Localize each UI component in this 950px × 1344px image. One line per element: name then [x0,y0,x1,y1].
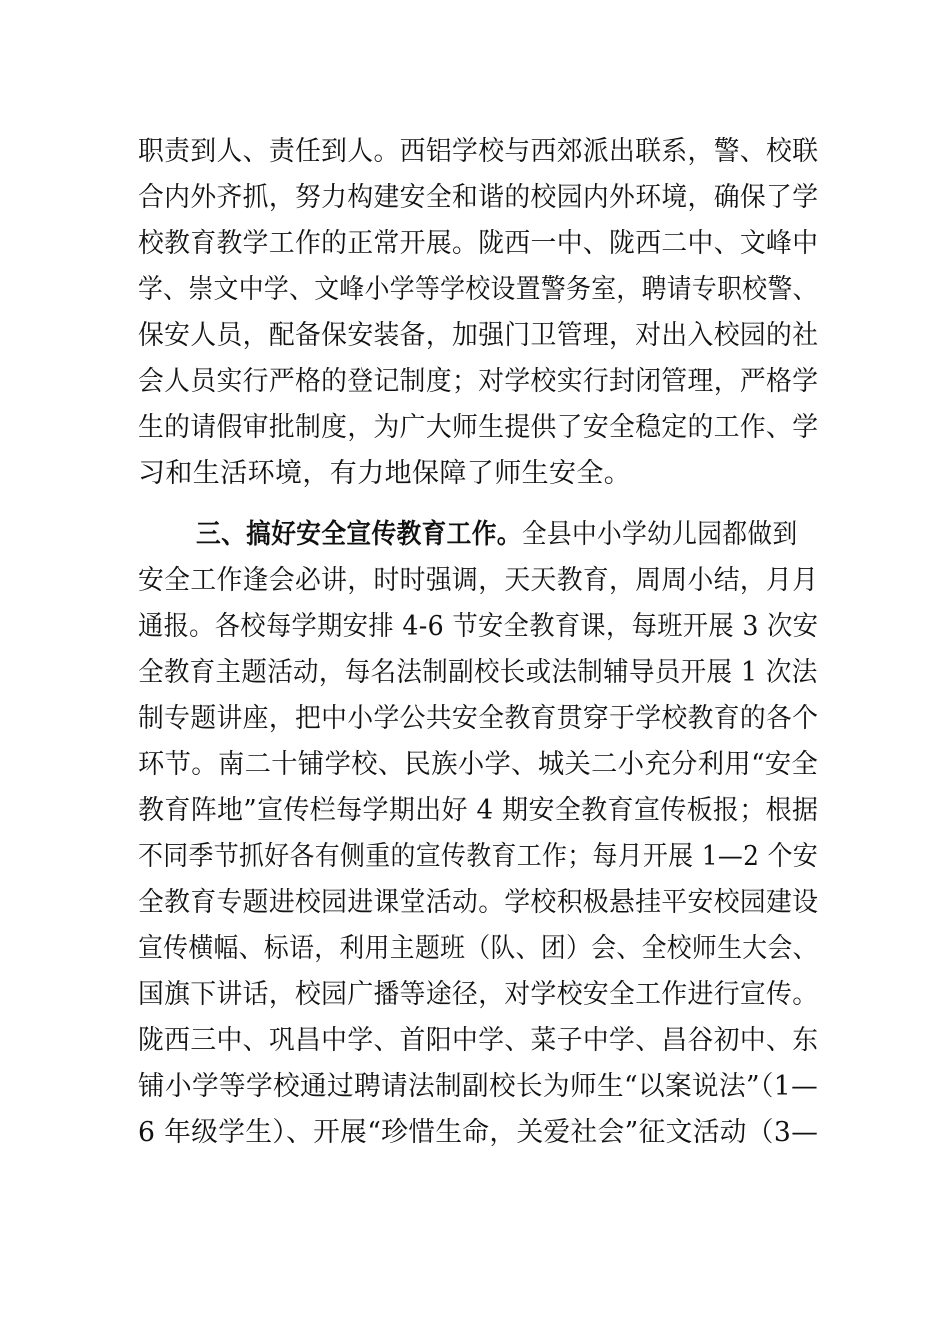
text-line: 不同季节抓好各有侧重的宣传教育工作；每月开展 1—2 个安 [138,841,819,872]
section-heading-line [196,515,818,555]
text-line: 会人员实行严格的登记制度；对学校实行封闭管理，严格学 [138,366,819,397]
text-line: 保安人员，配备保安装备，加强门卫管理，对出入校园的社 [138,320,819,351]
text-line: 宣传横幅、标语，利用主题班（队、团）会、全校师生大会、 [138,933,818,964]
text-line: 安全工作逢会必讲，时时强调，天天教育，周周小结，月月 [138,565,819,596]
text-line: 校教育教学工作的正常开展。陇西一中、陇西二中、文峰中 [138,228,819,259]
text-line: 教育阵地”宣传栏每学期出好 4 期安全教育宣传板报；根据 [138,795,819,826]
section-heading: 三、搞好安全宣传教育工作。 [196,519,522,550]
text-line: 制专题讲座，把中小学公共安全教育贯穿于学校教育的各个 [138,703,819,734]
text-line: 全教育主题活动，每名法制副校长或法制辅导员开展 1 次法 [138,657,818,688]
text-line: 环节。南二十铺学校、民族小学、城关二小充分利用“安全 [138,749,819,780]
text-line: 陇西三中、巩昌中学、首阳中学、菜子中学、昌谷初中、东 [138,1025,819,1056]
text-line: 生的请假审批制度，为广大师生提供了安全稳定的工作、学 [138,412,819,443]
text-line: 习和生活环境，有力地保障了师生安全。 [138,458,632,489]
text-line: 职责到人、责任到人。西铝学校与西郊派出联系，警、校联 [138,136,819,167]
text-line: 铺小学等学校通过聘请法制副校长为师生“以案说法”（1— [138,1071,819,1102]
text-line: 学、崇文中学、文峰小学等学校设置警务室，聘请专职校警、 [138,274,818,305]
text-line: 合内外齐抓，努力构建安全和谐的校园内外环境，确保了学 [138,182,819,213]
text-line: 6 年级学生）、开展“珍惜生命，关爱社会”征文活动（3— [138,1117,819,1148]
text-line: 国旗下讲话，校园广播等途径，对学校安全工作进行宣传。 [138,979,819,1010]
text-line: 全教育专题进校园进课堂活动。学校积极悬挂平安校园建设 [138,887,819,918]
text-line: 通报。各校每学期安排 4-6 节安全教育课，每班开展 3 次安 [138,611,819,642]
text-segment: 全县中小学幼儿园都做到 [521,519,798,550]
